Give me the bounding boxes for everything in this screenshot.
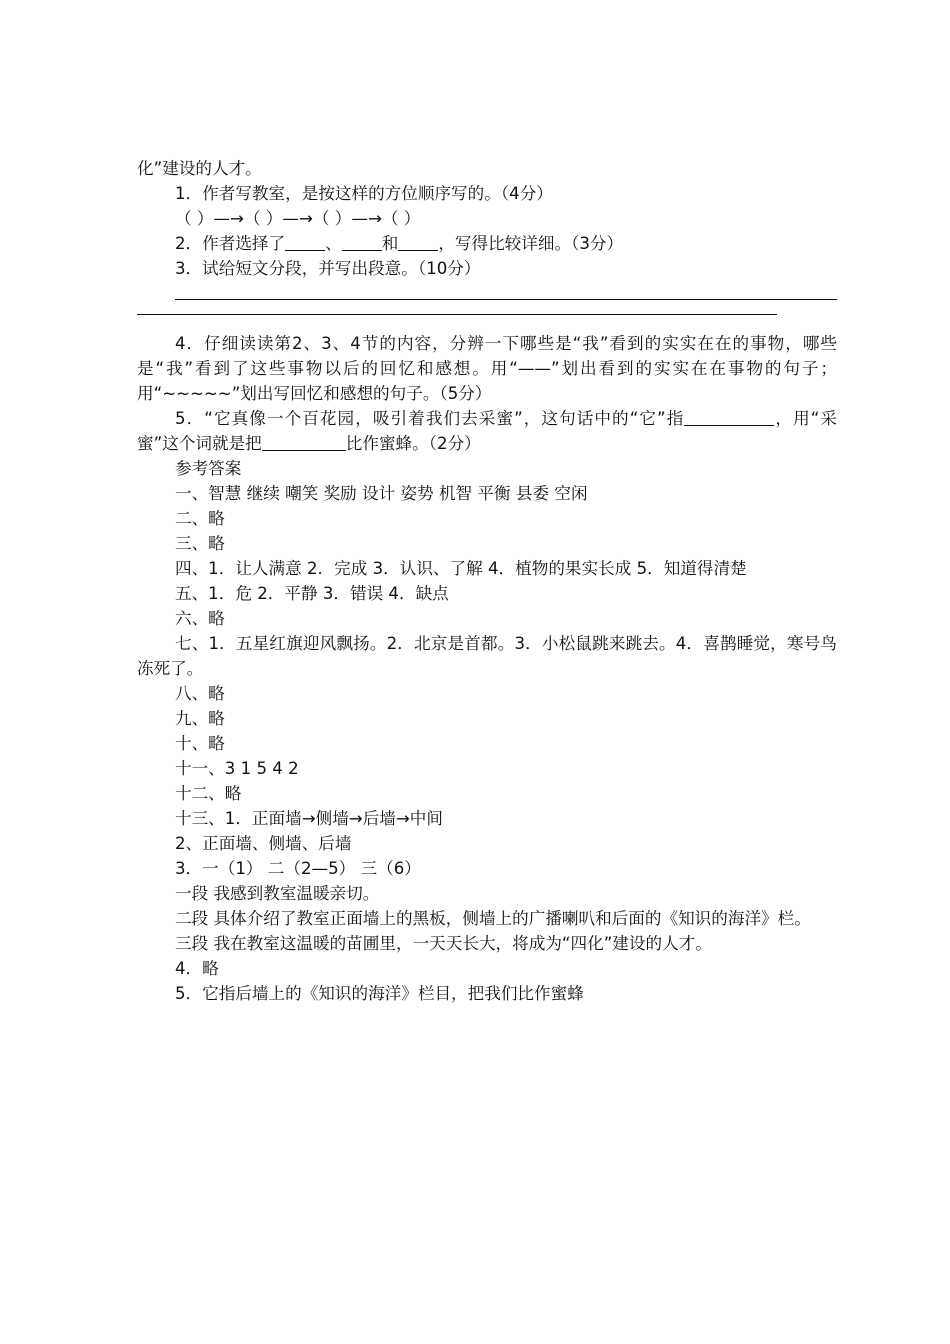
q2-text-a: 2．作者选择了 [175, 234, 286, 253]
q5-text-b: ，用“采蜜”这个词就是把 [137, 409, 837, 453]
q5-text-a: 5．“它真像一个百花园，吸引着我们去采蜜”，这句话中的“它”指 [175, 409, 685, 428]
answer-list [137, 481, 837, 1006]
answer-line: 3．一（1） 二（2—5） 三（6） [175, 859, 421, 878]
question-3: 3．试给短文分段，并写出段意。（10分） [175, 259, 481, 278]
answer-line: 二段 具体介绍了教室正面墙上的黑板，侧墙上的广播喇叭和后面的《知识的海洋》栏。 [175, 909, 811, 928]
q5-text-c: 比作蜜蜂。（2分） [345, 434, 481, 453]
question-2 [137, 231, 837, 256]
q2-sep-1: 、 [325, 234, 342, 253]
answer-line: 七、1．五星红旗迎风飘扬。2．北京是首都。3．小松鼠跳来跳去。4．喜鹊睡觉，寒号鸟冻死了。 [137, 634, 837, 678]
question-1-sequence: （ ）—→（ ）—→（ ）—→（ ） [175, 209, 421, 228]
answer-line: 三段 我在教室这温暖的苗圃里，一天天长大，将成为“四化”建设的人才。 [175, 934, 712, 953]
answer-line: 一、智慧 继续 嘲笑 奖励 设计 姿势 机智 平衡 县委 空闲 [175, 484, 588, 503]
q2-blank-1[interactable] [285, 234, 325, 251]
answer-line: 五、1．危 2．平静 3．错误 4．缺点 [175, 584, 449, 603]
answer-line: 4．略 [175, 959, 219, 978]
answer-line: 十二、略 [175, 784, 242, 803]
answer-rule-1 [175, 299, 837, 300]
answer-line: 十、略 [175, 734, 225, 753]
answer-line: 十一、3 1 5 4 2 [175, 759, 299, 778]
question-5 [137, 406, 837, 456]
q5-blank-2[interactable] [262, 434, 346, 451]
answer-line: 二、略 [175, 509, 225, 528]
answer-line-1[interactable] [137, 281, 837, 306]
answer-line-2[interactable] [137, 306, 837, 331]
q2-sep-2: 和 [381, 234, 399, 253]
question-4: 4．仔细读读第2、3、4节的内容，分辨一下哪些是“我”看到的实实在在的事物，哪些是“我”看到了这些事物以后的回忆和感想。用“——”划出看到的实实在在事物的句子；用“~~~~~”划出写回忆和感想的句子。（5分） [137, 334, 837, 403]
q2-blank-2[interactable] [342, 234, 382, 251]
answer-line: 三、略 [175, 534, 225, 553]
question-1: 1．作者写教室，是按这样的方位顺序写的。（4分） [175, 184, 553, 203]
q5-blank-1a[interactable] [684, 409, 730, 426]
q5-blank-1b[interactable] [730, 409, 774, 426]
answer-line: 八、略 [175, 684, 225, 703]
answer-line: 一段 我感到教室温暖亲切。 [175, 884, 380, 903]
q2-text-b: ，写得比较详细。（3分） [438, 234, 624, 253]
answers-heading: 参考答案 [175, 459, 242, 478]
answer-line: 四、1．让人满意 2．完成 3．认识、了解 4．植物的果实长成 5．知道得清楚 [175, 559, 747, 578]
q2-blank-3[interactable] [398, 234, 438, 251]
answer-line: 九、略 [175, 709, 225, 728]
answer-rule-2 [137, 314, 777, 315]
answer-line: 2、正面墙、侧墙、后墙 [175, 834, 352, 853]
answer-line: 十三、1．正面墙→侧墙→后墙→中间 [175, 809, 443, 828]
intro-tail: 化”建设的人才。 [137, 159, 262, 178]
answer-line: 六、略 [175, 609, 225, 628]
answer-line: 5．它指后墙上的《知识的海洋》栏目，把我们比作蜜蜂 [175, 984, 584, 1003]
document-content [137, 156, 837, 1006]
